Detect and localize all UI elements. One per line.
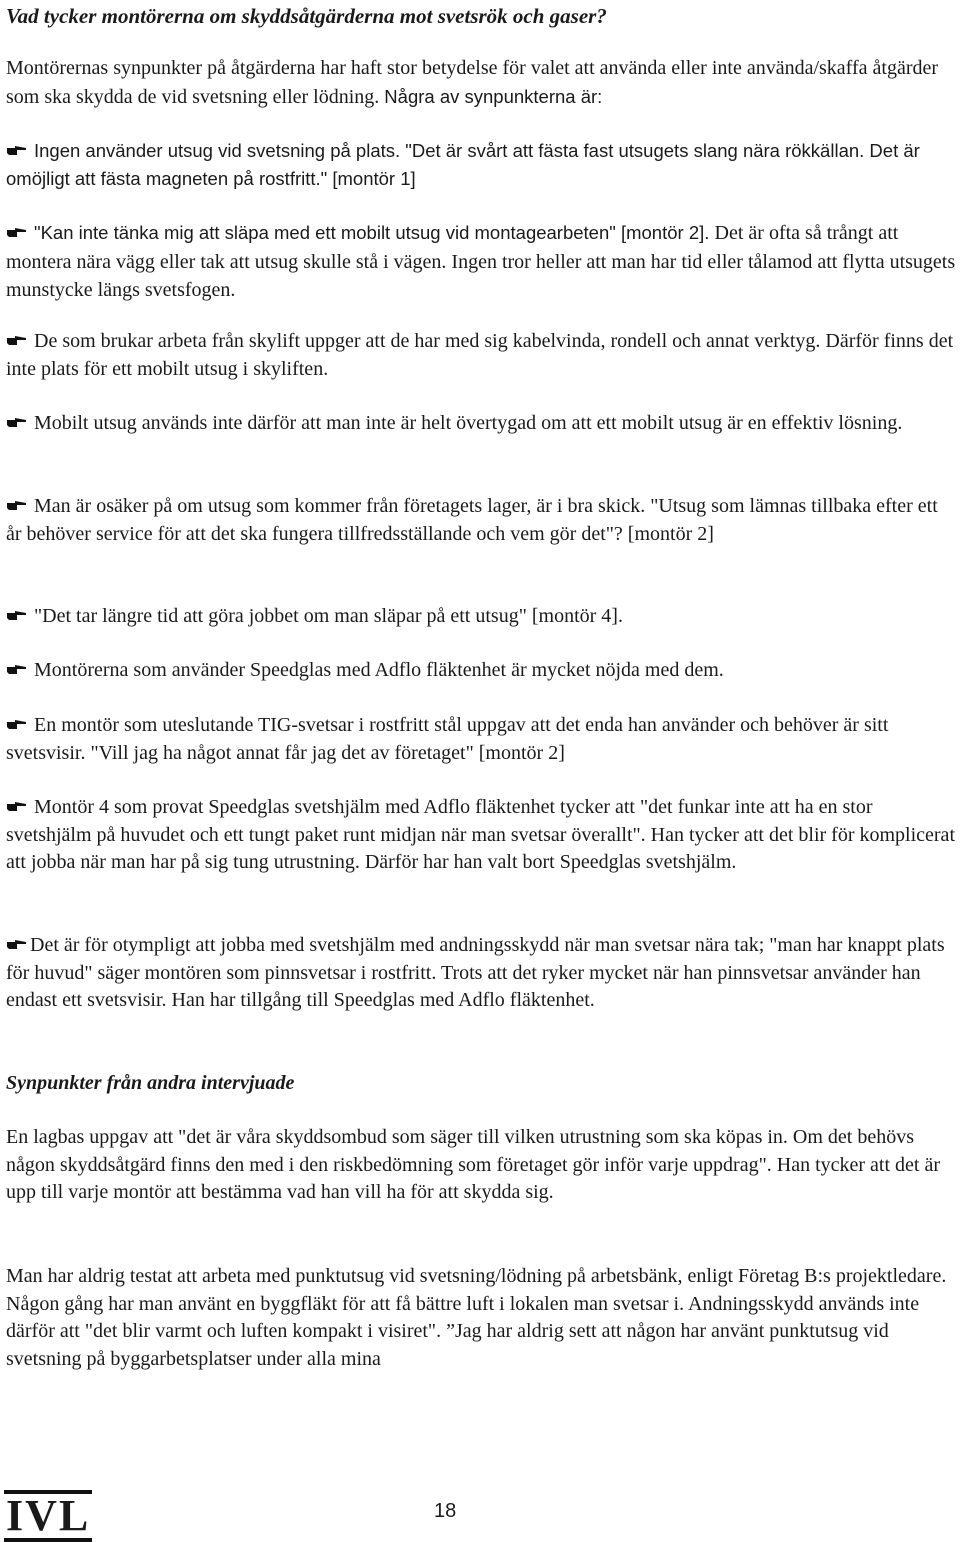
subsection-heading: Synpunkter från andra intervjuade xyxy=(6,1072,295,1094)
bullet-item xyxy=(6,932,956,1015)
bullet-item xyxy=(6,410,956,438)
bullet-item xyxy=(6,712,956,767)
pointing-hand-icon xyxy=(6,334,28,348)
bullet-item xyxy=(6,137,956,192)
intro-text: Montörernas synpunkter på åtgärderna har haft stor betydelse för valet att använda eller inte använda/skaffa åtgärder som ska skydda de vid svetsning eller lödning. xyxy=(6,57,939,108)
intro-paragraph xyxy=(6,55,956,111)
bullet-item xyxy=(6,328,956,383)
bullet-text: Ingen använder utsug vid svetsning på plats. "Det är svårt att fästa fast utsugets slang nära rökkällan. Det är omöjligt att fästa magneten på rostfritt." [montör 1] xyxy=(6,140,920,189)
bullet-text: En montör som uteslutande TIG-svetsar i rostfritt stål uppgav att det enda han använder och behöver är sitt svetsvisir. "Vill jag ha något annat får jag det av företaget" [montör 2] xyxy=(6,714,889,764)
pointing-hand-icon xyxy=(6,609,28,623)
body-paragraph: Man har aldrig testat att arbeta med punktutsug vid svetsning/lödning på arbetsbänk, enligt Företag B:s projektledare. Någon gång har man använt en byggfläkt för att få bättre luft i lokalen man svetsar i. Andningsskydd används inte därför att "det blir varmt och luften kompakt i visiret". ”Jag har aldrig sett att någon har använt punktutsug vid svetsning på byggarbetsplatser under alla mina xyxy=(6,1265,947,1370)
bullet-text: Montör 4 som provat Speedglas svetshjälm med Adflo fläktenhet tycker att "det funkar inte att ha en stor svetshjälm på huvudet och ett tungt paket runt midjan när man svetsar överallt". Han tycker att det blir för komplicerat att jobba när man har på sig tung utrustning. Därför har han valt bort Speedglas svetshjälm. xyxy=(6,796,955,873)
bullet-text-serif: Det är ofta så trångt att montera nära vägg eller tak att utsug skulle stå i vägen. Ingen tror heller att man har tid eller tålamod att flytta utsugets munstycke längs svetsfogen. xyxy=(6,222,956,301)
bullet-text: Montörerna som använder Speedglas med Adflo fläktenhet är mycket nöjda med dem. xyxy=(34,659,724,681)
bullet-text: Man är osäker på om utsug som kommer från företagets lager, är i bra skick. "Utsug som lämnas tillbaka efter ett år behöver service för att det ska fungera tillfredsställande och vem gör det"? [montör 2] xyxy=(6,495,938,545)
page-number: 18 xyxy=(434,1500,457,1522)
pointing-hand-icon xyxy=(6,800,28,814)
pointing-hand-icon xyxy=(6,226,28,240)
pointing-hand-icon xyxy=(6,938,28,952)
bullet-text: "Det tar längre tid att göra jobbet om man släpar på ett utsug" [montör 4]. xyxy=(34,605,623,627)
intro-text-sans: Några av synpunkterna är: xyxy=(384,85,603,107)
bullet-text: Det är för otympligt att jobba med svetshjälm med andningsskydd när man svetsar nära tak; "man har knappt plats för huvud" säger montören som pinnsvetsar i rostfritt. Trots att det ryker mycket när han pinnsvetsar använder han endast ett svetsvisir. Han har tillgång till Speedglas med Adflo fläktenhet. xyxy=(6,934,945,1011)
bullet-text: Mobilt utsug används inte därför att man inte är helt övertygad om att ett mobilt utsug är en effektiv lösning. xyxy=(34,412,903,434)
bullet-item xyxy=(6,493,956,548)
ivl-logo: IVL xyxy=(6,1491,91,1540)
bullet-item xyxy=(6,603,956,631)
pointing-hand-icon xyxy=(6,718,28,732)
bullet-item xyxy=(6,219,956,305)
bullet-text: "Kan inte tänka mig att släpa med ett mobilt utsug vid montagearbeten" [montör 2]. xyxy=(34,222,715,243)
pointing-hand-icon xyxy=(6,144,28,158)
pointing-hand-icon xyxy=(6,499,28,513)
bullet-item xyxy=(6,794,956,877)
bullet-item xyxy=(6,657,956,685)
body-paragraph: En lagbas uppgav att "det är våra skyddsombud som säger till vilken utrustning som ska köpas in. Om det behövs någon skyddsåtgärd finns den med i den riskbedömning som företaget gör inför varje uppdrag". Han tycker att det är upp till varje montör att bestämma vad han vill ha för att skydda sig. xyxy=(6,1126,941,1203)
pointing-hand-icon xyxy=(6,663,28,677)
pointing-hand-icon xyxy=(6,416,28,430)
bullet-text: De som brukar arbeta från skylift uppger att de har med sig kabelvinda, rondell och annat verktyg. Därför finns det inte plats för ett mobilt utsug i skyliften. xyxy=(6,330,954,380)
section-heading: Vad tycker montörerna om skyddsåtgärderna mot svetsrök och gaser? xyxy=(6,4,607,28)
